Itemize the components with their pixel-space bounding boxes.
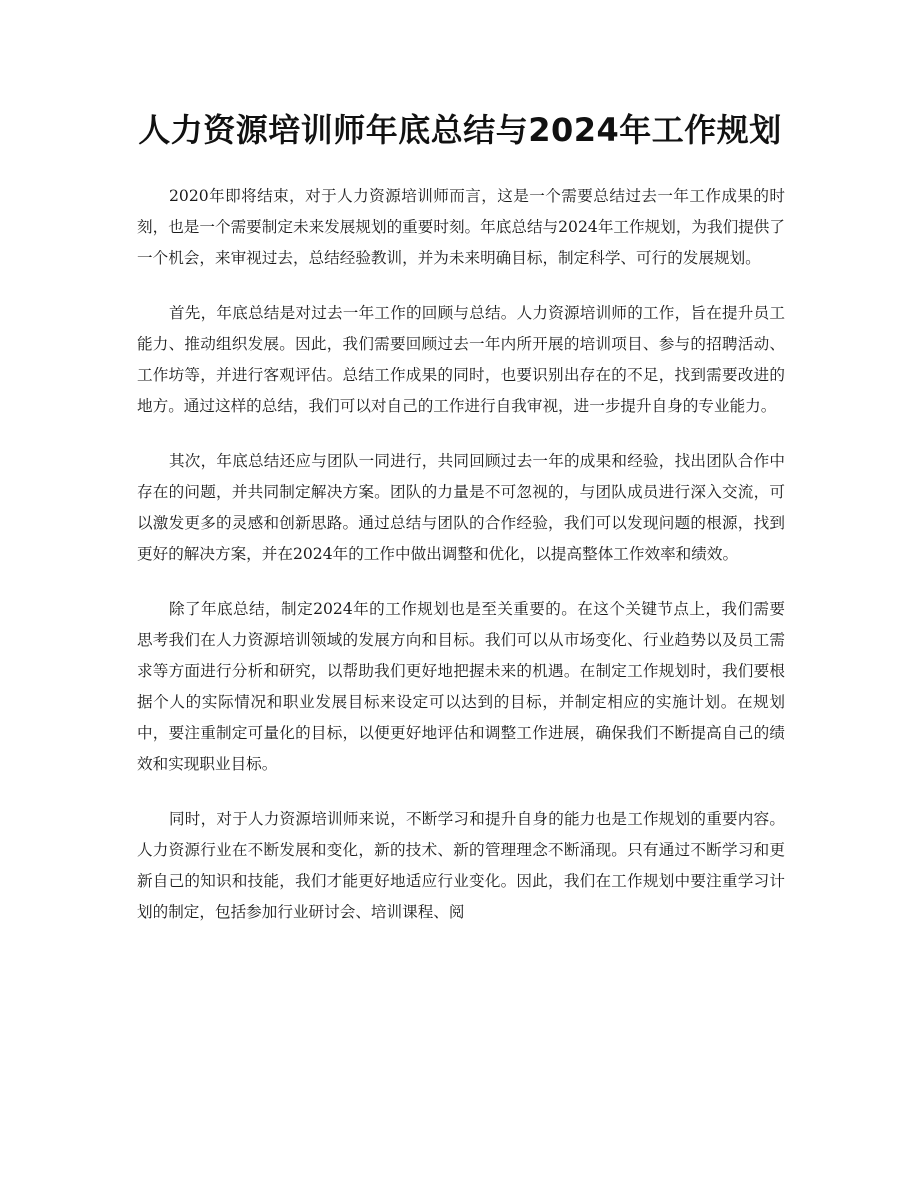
- paragraph-2: 首先，年底总结是对过去一年工作的回顾与总结。人力资源培训师的工作，旨在提升员工能力、推动组织发展。因此，我们需要回顾过去一年内所开展的培训项目、参与的招聘活动、工作坊等，并进行客观评估。总结工作成果的同时，也要识别出存在的不足，找到需要改进的地方。通过这样的总结，我们可以对自己的工作进行自我审视，进一步提升自身的专业能力。: [137, 304, 785, 415]
- paragraph-5: 同时，对于人力资源培训师来说，不断学习和提升自身的能力也是工作规划的重要内容。人力资源行业在不断发展和变化，新的技术、新的管理理念不断涌现。只有通过不断学习和更新自己的知识和技能，我们才能更好地适应行业变化。因此，我们在工作规划中要注重学习计划的制定，包括参加行业研讨会、培训课程、阅: [137, 810, 785, 921]
- paragraph-4: 除了年底总结，制定2024年的工作规划也是至关重要的。在这个关键节点上，我们需要思考我们在人力资源培训领域的发展方向和目标。我们可以从市场变化、行业趋势以及员工需求等方面进行分析和研究，以帮助我们更好地把握未来的机遇。在制定工作规划时，我们要根据个人的实际情况和职业发展目标来设定可以达到的目标，并制定相应的实施计划。在规划中，要注重制定可量化的目标，以便更好地评估和调整工作进展，确保我们不断提高自己的绩效和实现职业目标。: [137, 600, 785, 773]
- paragraph-3: 其次，年底总结还应与团队一同进行，共同回顾过去一年的成果和经验，找出团队合作中存在的问题，并共同制定解决方案。团队的力量是不可忽视的，与团队成员进行深入交流，可以激发更多的灵感和创新思路。通过总结与团队的合作经验，我们可以发现问题的根源，找到更好的解决方案，并在2024年的工作中做出调整和优化，以提高整体工作效率和绩效。: [137, 452, 785, 563]
- document-title: 人力资源培训师年底总结与2024年工作规划: [138, 111, 782, 149]
- document-body: [137, 181, 785, 952]
- paragraph-1: 2020年即将结束，对于人力资源培训师而言，这是一个需要总结过去一年工作成果的时刻，也是一个需要制定未来发展规划的重要时刻。年底总结与2024年工作规划，为我们提供了一个机会，来审视过去，总结经验教训，并为未来明确目标，制定科学、可行的发展规划。: [137, 187, 785, 267]
